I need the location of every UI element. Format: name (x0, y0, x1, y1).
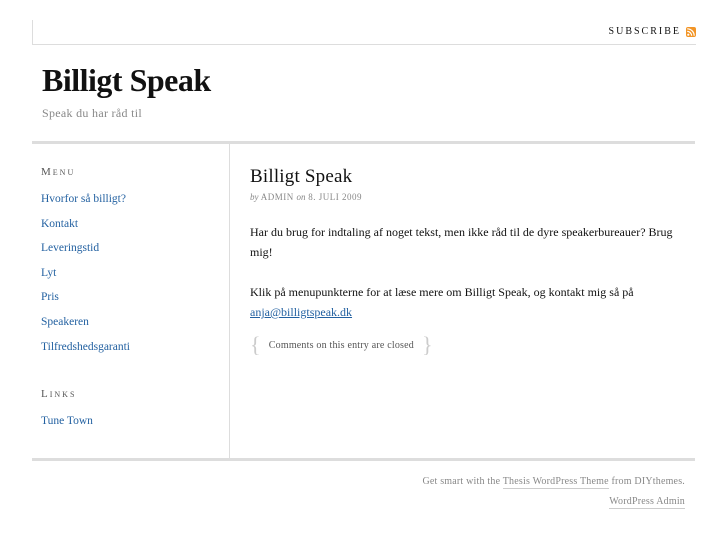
byline-by: by (250, 192, 259, 202)
post-byline (250, 192, 690, 202)
byline-on: on (296, 192, 306, 202)
links-widget (41, 385, 221, 434)
comments-closed-notice (250, 334, 690, 356)
menu-link-tilfredshedsgaranti[interactable]: Tilfredshedsgaranti (41, 340, 131, 353)
subscribe-link[interactable] (609, 26, 696, 37)
post-title[interactable]: Billigt Speak (250, 166, 353, 187)
entry-paragraph-2-text: Klik på menupunkterne for at læse mere om Billigt Speak, og kontakt mig så på (250, 285, 634, 299)
entry-paragraph-1: Har du brug for indtaling af noget tekst, men ikke råd til de dyre speakerbureauer? Brug mig! (250, 225, 673, 259)
main-content (250, 163, 690, 356)
thesis-theme-link[interactable]: Thesis WordPress Theme (502, 476, 609, 487)
links-link-tune-town[interactable]: Tune Town (41, 415, 93, 428)
brace-close: } (421, 332, 433, 357)
footer-prefix: Get smart with the (422, 476, 501, 487)
menu-link-hvorfor[interactable]: Hvorfor så billigt? (41, 193, 126, 205)
menu-widget-title: Menu (41, 166, 76, 178)
links-widget-title: Links (41, 388, 77, 401)
menu-item (41, 335, 221, 360)
site-tagline: Speak du har råd til (42, 106, 142, 120)
comments-closed-text: Comments on this entry are closed (268, 339, 414, 351)
menu-item (41, 187, 221, 212)
byline-date: 8. JULI 2009 (308, 192, 363, 202)
menu-item (41, 236, 221, 261)
column-divider (229, 144, 230, 458)
byline-author-link[interactable]: ADMIN (260, 192, 294, 202)
menu-link-speakeren[interactable]: Speakeren (41, 315, 89, 328)
content-top-rule (32, 141, 695, 144)
site-title[interactable]: Billigt Speak (42, 62, 211, 98)
sidebar (41, 163, 221, 434)
menu-item (41, 261, 221, 286)
links-list (41, 409, 221, 434)
menu-link-leveringstid[interactable]: Leveringstid (41, 242, 100, 255)
menu-link-lyt[interactable]: Lyt (41, 266, 57, 279)
menu-link-kontakt[interactable]: Kontakt (41, 217, 79, 230)
content-bottom-rule (32, 458, 695, 461)
footer (422, 472, 685, 512)
subscribe-label: SUBSCRIBE (608, 26, 681, 37)
rss-icon (686, 27, 696, 37)
wordpress-admin-link[interactable]: WordPress Admin (609, 496, 685, 507)
menu-item (41, 310, 221, 335)
menu-link-pris[interactable]: Pris (41, 291, 59, 304)
menu-list (41, 187, 221, 359)
entry-paragraph-2 (250, 282, 690, 322)
post-entry (250, 222, 690, 322)
top-bar (32, 20, 696, 45)
footer-credit-line (422, 472, 685, 492)
email-link[interactable]: anja@billigtspeak.dk (250, 305, 353, 319)
menu-item (41, 212, 221, 237)
footer-admin-line (422, 492, 685, 512)
links-item (41, 409, 221, 434)
brace-open: { (250, 332, 261, 357)
footer-middle: from DIYthemes. (611, 476, 685, 487)
menu-item (41, 285, 221, 310)
